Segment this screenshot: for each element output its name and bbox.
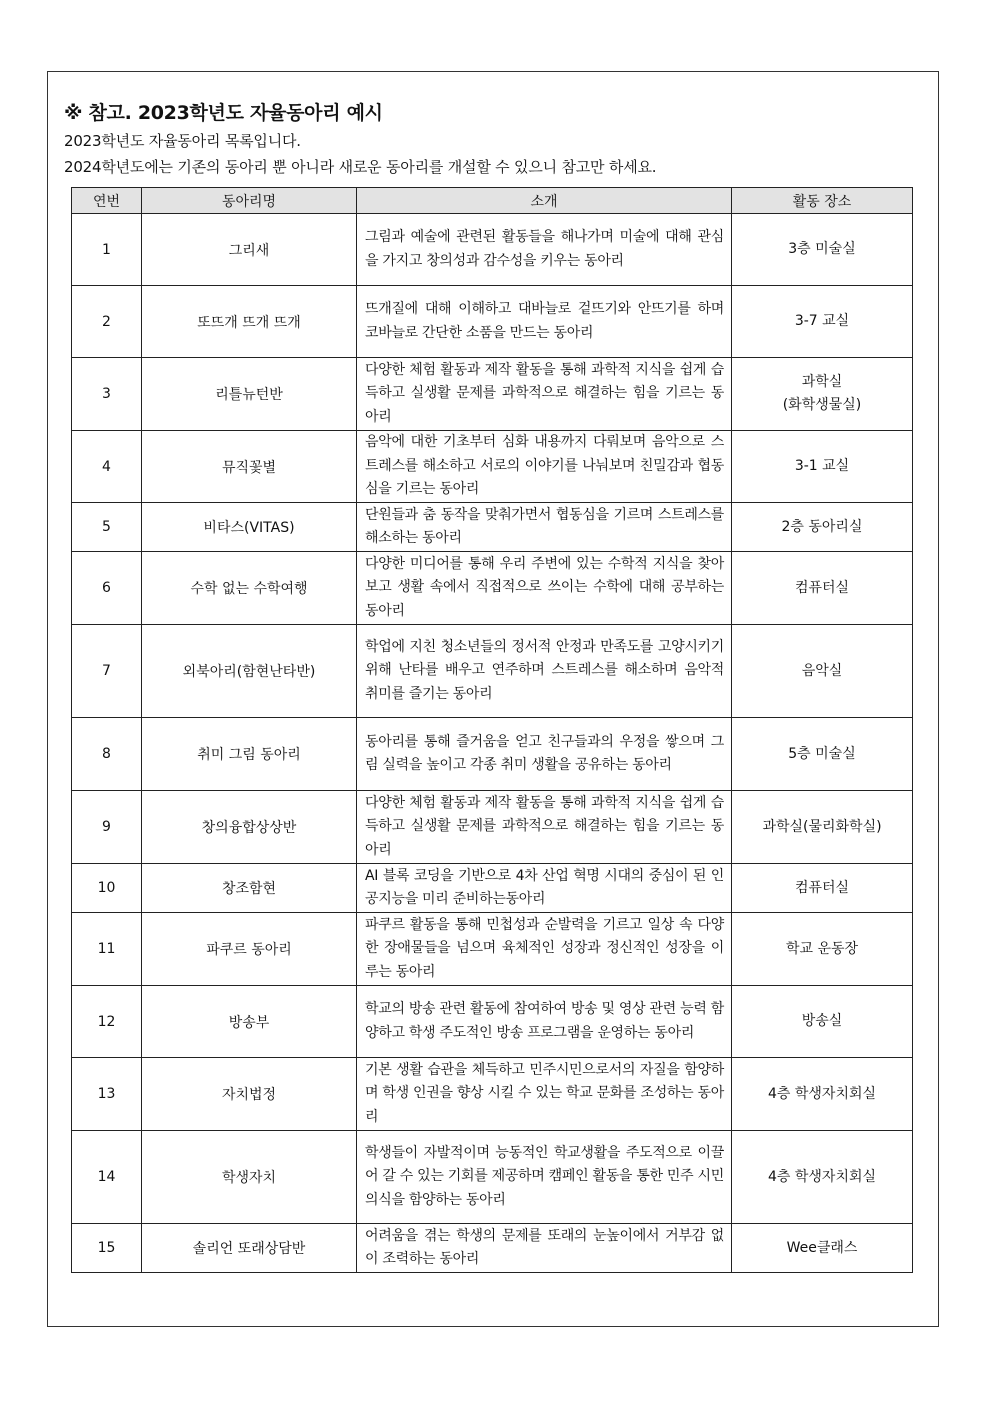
row-name: 방송부	[142, 986, 357, 1058]
row-no: 13	[72, 1058, 142, 1131]
table-row	[72, 1131, 913, 1224]
page-heading: ※ 참고. 2023학년도 자율동아리 예시	[64, 102, 383, 124]
row-desc: 학업에 지친 청소년들의 정서적 안정과 만족도를 고양시키기 위해 난타를 배우고 연주하며 스트레스를 해소하며 음악적 취미를 즐기는 동아리	[357, 625, 732, 718]
table-row	[72, 864, 913, 913]
row-place: 과학실(물리화학실)	[732, 791, 913, 864]
club-table	[71, 187, 913, 1273]
header-place: 활동 장소	[732, 188, 913, 214]
table-row	[72, 214, 913, 286]
row-no: 7	[72, 625, 142, 718]
row-name: 창조함현	[142, 864, 357, 913]
row-desc: 그림과 예술에 관련된 활동들을 해나가며 미술에 대해 관심을 가지고 창의성과 감수성을 키우는 동아리	[357, 214, 732, 286]
row-desc: AI 블록 코딩을 기반으로 4차 산업 혁명 시대의 중심이 된 인공지능을 미리 준비하는동아리	[357, 864, 732, 913]
row-no: 2	[72, 286, 142, 358]
table-row	[72, 503, 913, 552]
row-place: 4층 학생자치회실	[732, 1131, 913, 1224]
row-place: 2층 동아리실	[732, 503, 913, 552]
row-place: 5층 미술실	[732, 718, 913, 791]
row-place: 3층 미술실	[732, 214, 913, 286]
row-no: 9	[72, 791, 142, 864]
row-no: 6	[72, 552, 142, 625]
row-name: 학생자치	[142, 1131, 357, 1224]
row-place: 3-7 교실	[732, 286, 913, 358]
row-name: 뮤직꽃별	[142, 431, 357, 503]
row-name: 또뜨개 뜨개 뜨개	[142, 286, 357, 358]
row-place: 3-1 교실	[732, 431, 913, 503]
table-row	[72, 1058, 913, 1131]
intro-line: 2024학년도에는 기존의 동아리 뿐 아니라 새로운 동아리를 개설할 수 있으니 참고만 하세요.	[64, 158, 657, 176]
row-desc: 어려움을 겪는 학생의 문제를 또래의 눈높이에서 거부감 없이 조력하는 동아리	[357, 1224, 732, 1273]
table-body	[72, 214, 913, 1273]
row-desc: 파쿠르 활동을 통해 민첩성과 순발력을 기르고 일상 속 다양한 장애물들을 넘으며 육체적인 성장과 정신적인 성장을 이루는 동아리	[357, 913, 732, 986]
row-name: 창의융합상상반	[142, 791, 357, 864]
table-row	[72, 625, 913, 718]
row-desc: 다양한 체험 활동과 제작 활동을 통해 과학적 지식을 쉽게 습득하고 실생활 문제를 과학적으로 해결하는 힘을 기르는 동아리	[357, 358, 732, 431]
row-desc: 학생들이 자발적이며 능동적인 학교생활을 주도적으로 이끌어 갈 수 있는 기회를 제공하며 캠페인 활동을 통한 민주 시민 의식을 함양하는 동아리	[357, 1131, 732, 1224]
row-place: 4층 학생자치회실	[732, 1058, 913, 1131]
row-desc: 학교의 방송 관련 활동에 참여하여 방송 및 영상 관련 능력 함양하고 학생 주도적인 방송 프로그램을 운영하는 동아리	[357, 986, 732, 1058]
table-row	[72, 718, 913, 791]
row-name: 취미 그림 동아리	[142, 718, 357, 791]
row-desc: 뜨개질에 대해 이해하고 대바늘로 겉뜨기와 안뜨기를 하며 코바늘로 간단한 소품을 만드는 동아리	[357, 286, 732, 358]
row-place: 음악실	[732, 625, 913, 718]
row-no: 3	[72, 358, 142, 431]
row-no: 1	[72, 214, 142, 286]
table-row	[72, 791, 913, 864]
row-desc: 다양한 체험 활동과 제작 활동을 통해 과학적 지식을 쉽게 습득하고 실생활 문제를 과학적으로 해결하는 힘을 기르는 동아리	[357, 791, 732, 864]
row-name: 외북아리(함현난타반)	[142, 625, 357, 718]
row-name: 리틀뉴턴반	[142, 358, 357, 431]
table-row	[72, 552, 913, 625]
table-row	[72, 986, 913, 1058]
row-name: 비타스(VITAS)	[142, 503, 357, 552]
row-desc: 다양한 미디어를 통해 우리 주변에 있는 수학적 지식을 찾아보고 생활 속에서 직접적으로 쓰이는 수학에 대해 공부하는 동아리	[357, 552, 732, 625]
row-desc: 기본 생활 습관을 체득하고 민주시민으로서의 자질을 함양하며 학생 인권을 향상 시킬 수 있는 학교 문화를 조성하는 동아리	[357, 1058, 732, 1131]
row-desc: 단원들과 춤 동작을 맞춰가면서 협동심을 기르며 스트레스를 해소하는 동아리	[357, 503, 732, 552]
row-no: 10	[72, 864, 142, 913]
row-no: 14	[72, 1131, 142, 1224]
row-name: 솔리언 또래상담반	[142, 1224, 357, 1273]
row-place: 과학실 (화학생물실)	[732, 358, 913, 431]
table-row	[72, 1224, 913, 1273]
row-desc: 동아리를 통해 즐거움을 얻고 친구들과의 우정을 쌓으며 그림 실력을 높이고 각종 취미 생활을 공유하는 동아리	[357, 718, 732, 791]
row-name: 그리새	[142, 214, 357, 286]
row-name: 파쿠르 동아리	[142, 913, 357, 986]
table-row	[72, 286, 913, 358]
row-place: 컴퓨터실	[732, 552, 913, 625]
row-no: 8	[72, 718, 142, 791]
row-no: 15	[72, 1224, 142, 1273]
header-name: 동아리명	[142, 188, 357, 214]
row-no: 4	[72, 431, 142, 503]
table-row	[72, 431, 913, 503]
row-no: 5	[72, 503, 142, 552]
row-desc: 음악에 대한 기초부터 심화 내용까지 다뤄보며 음악으로 스트레스를 해소하고 서로의 이야기를 나눠보며 친밀감과 협동심을 기르는 동아리	[357, 431, 732, 503]
row-place: 방송실	[732, 986, 913, 1058]
row-name: 자치법정	[142, 1058, 357, 1131]
table-row	[72, 358, 913, 431]
row-no: 12	[72, 986, 142, 1058]
table-row	[72, 913, 913, 986]
row-place: 컴퓨터실	[732, 864, 913, 913]
intro-line: 2023학년도 자율동아리 목록입니다.	[64, 132, 301, 150]
row-place: 학교 운동장	[732, 913, 913, 986]
row-no: 11	[72, 913, 142, 986]
table-header-row	[72, 188, 913, 214]
row-place: Wee클래스	[732, 1224, 913, 1273]
header-no: 연번	[72, 188, 142, 214]
header-desc: 소개	[357, 188, 732, 214]
row-name: 수학 없는 수학여행	[142, 552, 357, 625]
